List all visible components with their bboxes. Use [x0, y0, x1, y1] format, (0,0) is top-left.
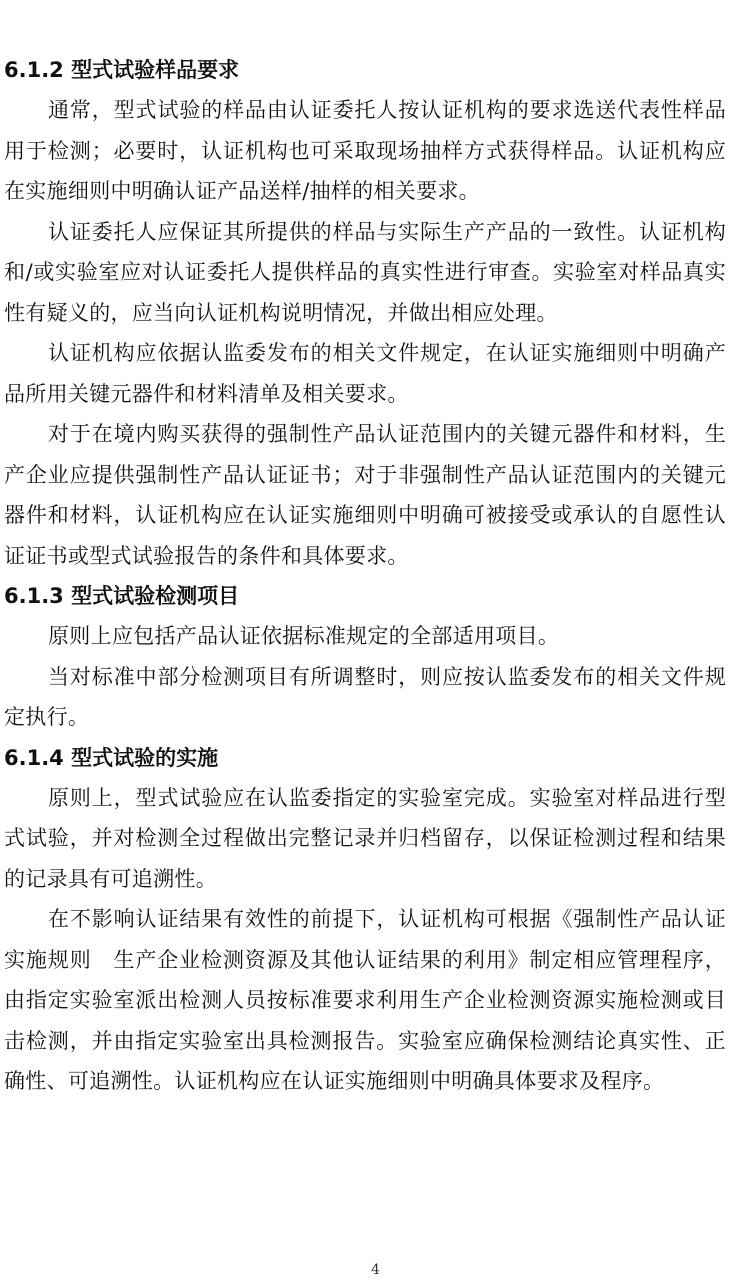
- paragraph: 通常，型式试验的样品由认证委托人按认证机构的要求选送代表性样品用于检测；必要时，认证机构也可采取现场抽样方式获得样品。认证机构应在实施细则中明确认证产品送样/抽样的相关要求。: [4, 98, 726, 203]
- section-heading-6-1-4: 6.1.4 型式试验的实施: [4, 745, 219, 770]
- paragraph: 对于在境内购买获得的强制性产品认证范围内的关键元器件和材料，生产企业应提供强制性产品认证证书；对于非强制性产品认证范围内的关键元器件和材料，认证机构应在认证实施细则中明确可被接受或承认的自愿性认证证书或型式试验报告的条件和具体要求。: [4, 422, 726, 568]
- paragraph: 在不影响认证结果有效性的前提下，认证机构可根据《强制性产品认证实施规则 生产企业检测资源及其他认证结果的利用》制定相应管理程序，由指定实验室派出检测人员按标准要求利用生产企业检测资源实施检测或目击检测，并由指定实验室出具检测报告。实验室应确保检测结论真实性、正确性、可追溯性。认证机构应在认证实施细则中明确具体要求及程序。: [4, 907, 726, 1093]
- paragraph: 当对标准中部分检测项目有所调整时，则应按认监委发布的相关文件规定执行。: [4, 664, 726, 729]
- paragraph: 原则上，型式试验应在认监委指定的实验室完成。实验室对样品进行型式试验，并对检测全过程做出完整记录并归档留存，以保证检测过程和结果的记录具有可追溯性。: [4, 785, 726, 891]
- paragraph: 原则上应包括产品认证依据标准规定的全部适用项目。: [48, 624, 560, 648]
- page-number: 4: [371, 1262, 380, 1278]
- page-content: [4, 50, 726, 1102]
- paragraph: 认证委托人应保证其所提供的样品与实际生产产品的一致性。认证机构和/或实验室应对认证委托人提供样品的真实性进行审查。实验室对样品真实性有疑义的，应当向认证机构说明情况，并做出相应处理。: [4, 219, 726, 325]
- section-heading-6-1-2: 6.1.2 型式试验样品要求: [4, 58, 240, 82]
- section-heading-6-1-3: 6.1.3 型式试验检测项目: [4, 584, 240, 608]
- paragraph: 认证机构应依据认监委发布的相关文件规定，在认证实施细则中明确产品所用关键元器件和材料清单及相关要求。: [4, 341, 726, 406]
